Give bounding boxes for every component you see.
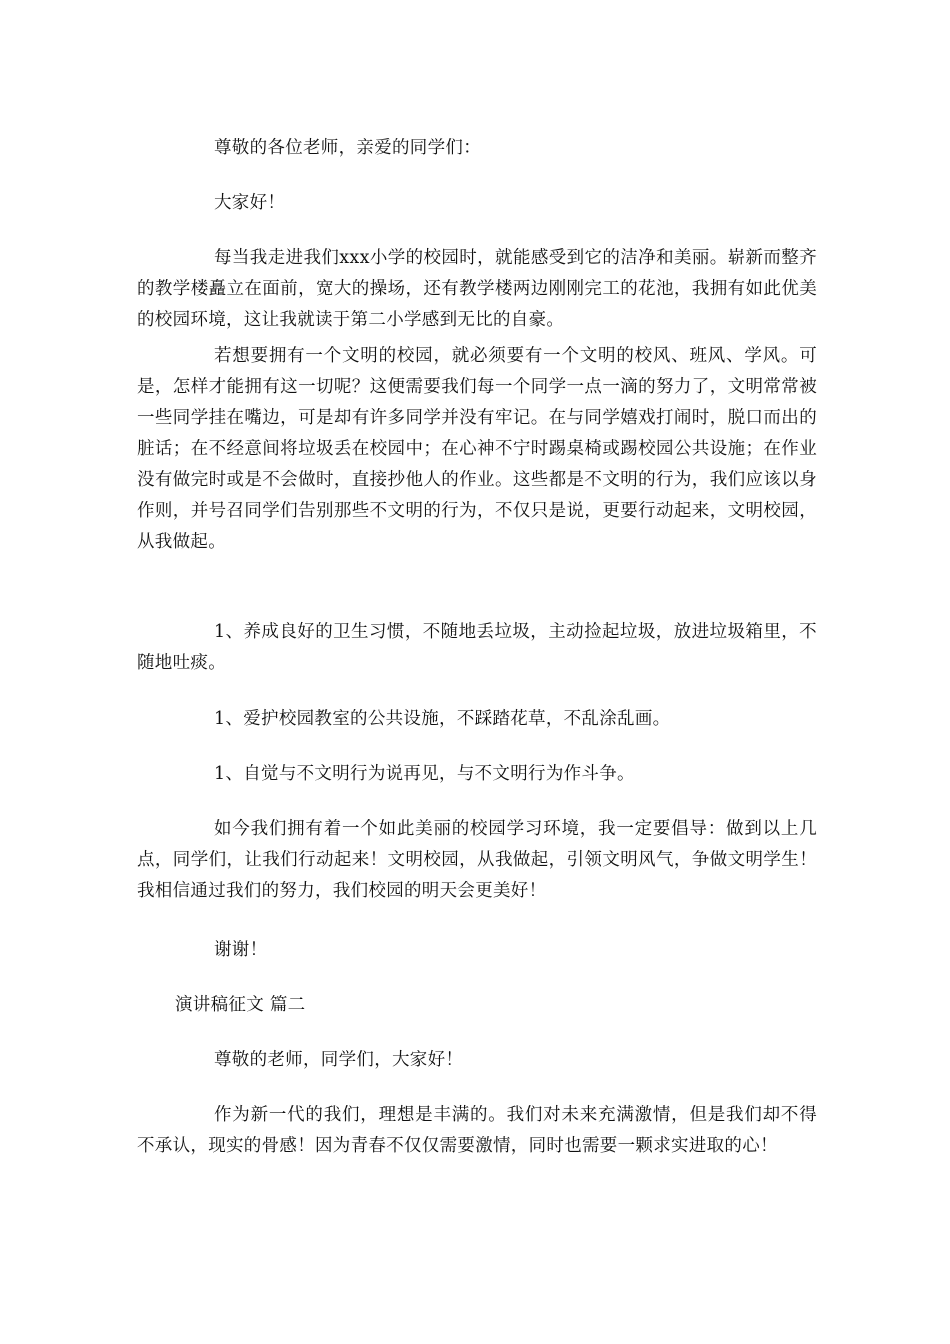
greeting: 大家好！ [214, 193, 286, 213]
list-item: 1、爱护校园教室的公共设施，不踩踏花草，不乱涂乱画。 [214, 709, 671, 729]
body-paragraph: 若想要拥有一个文明的校园，就必须要有一个文明的校风、班风、学风。可是，怎样才能拥有这一切呢？这便需要我们每一个同学一点一滴的努力了，文明常常被一些同学挂在嘴边，可是却有许多同学并没有牢记。在与同学嬉戏打闹时，脱口而出的脏话；在不经意间将垃圾丢在校园中；在心神不宁时踢桌椅或踢校园公共设施；在作业没有做完时或是不会做时，直接抄他人的作业。这些都是不文明的行为，我们应该以身作则，并号召同学们告别那些不文明的行为，不仅只是说，更要行动起来，文明校园，从我做起。 [137, 346, 817, 552]
list-item: 1、养成良好的卫生习惯，不随地丢垃圾，主动捡起垃圾，放进垃圾箱里，不随地吐痰。 [137, 622, 817, 673]
body-paragraph: 如今我们拥有着一个如此美丽的校园学习环境，我一定要倡导：做到以上几点，同学们，让我们行动起来！文明校园，从我做起，引领文明风气，争做文明学生！我相信通过我们的努力，我们校园的明天会更美好！ [137, 819, 817, 901]
salutation: 尊敬的老师，同学们，大家好！ [214, 1050, 464, 1070]
body-paragraph: 作为新一代的我们，理想是丰满的。我们对未来充满激情，但是我们却不得不承认，现实的骨感！因为青春不仅仅需要激情，同时也需要一颗求实进取的心！ [137, 1105, 817, 1156]
body-paragraph: 每当我走进我们xxx小学的校园时，就能感受到它的洁净和美丽。崭新而整齐的教学楼矗立在面前，宽大的操场，还有教学楼两边刚刚完工的花池，我拥有如此优美的校园环境，这让我就读于第二小学感到无比的自豪。 [137, 248, 817, 330]
list-item: 1、自觉与不文明行为说再见，与不文明行为作斗争。 [214, 764, 635, 784]
closing-thanks: 谢谢！ [214, 940, 268, 960]
section-heading: 演讲稿征文 篇二 [175, 995, 306, 1015]
salutation: 尊敬的各位老师，亲爱的同学们： [214, 138, 481, 158]
